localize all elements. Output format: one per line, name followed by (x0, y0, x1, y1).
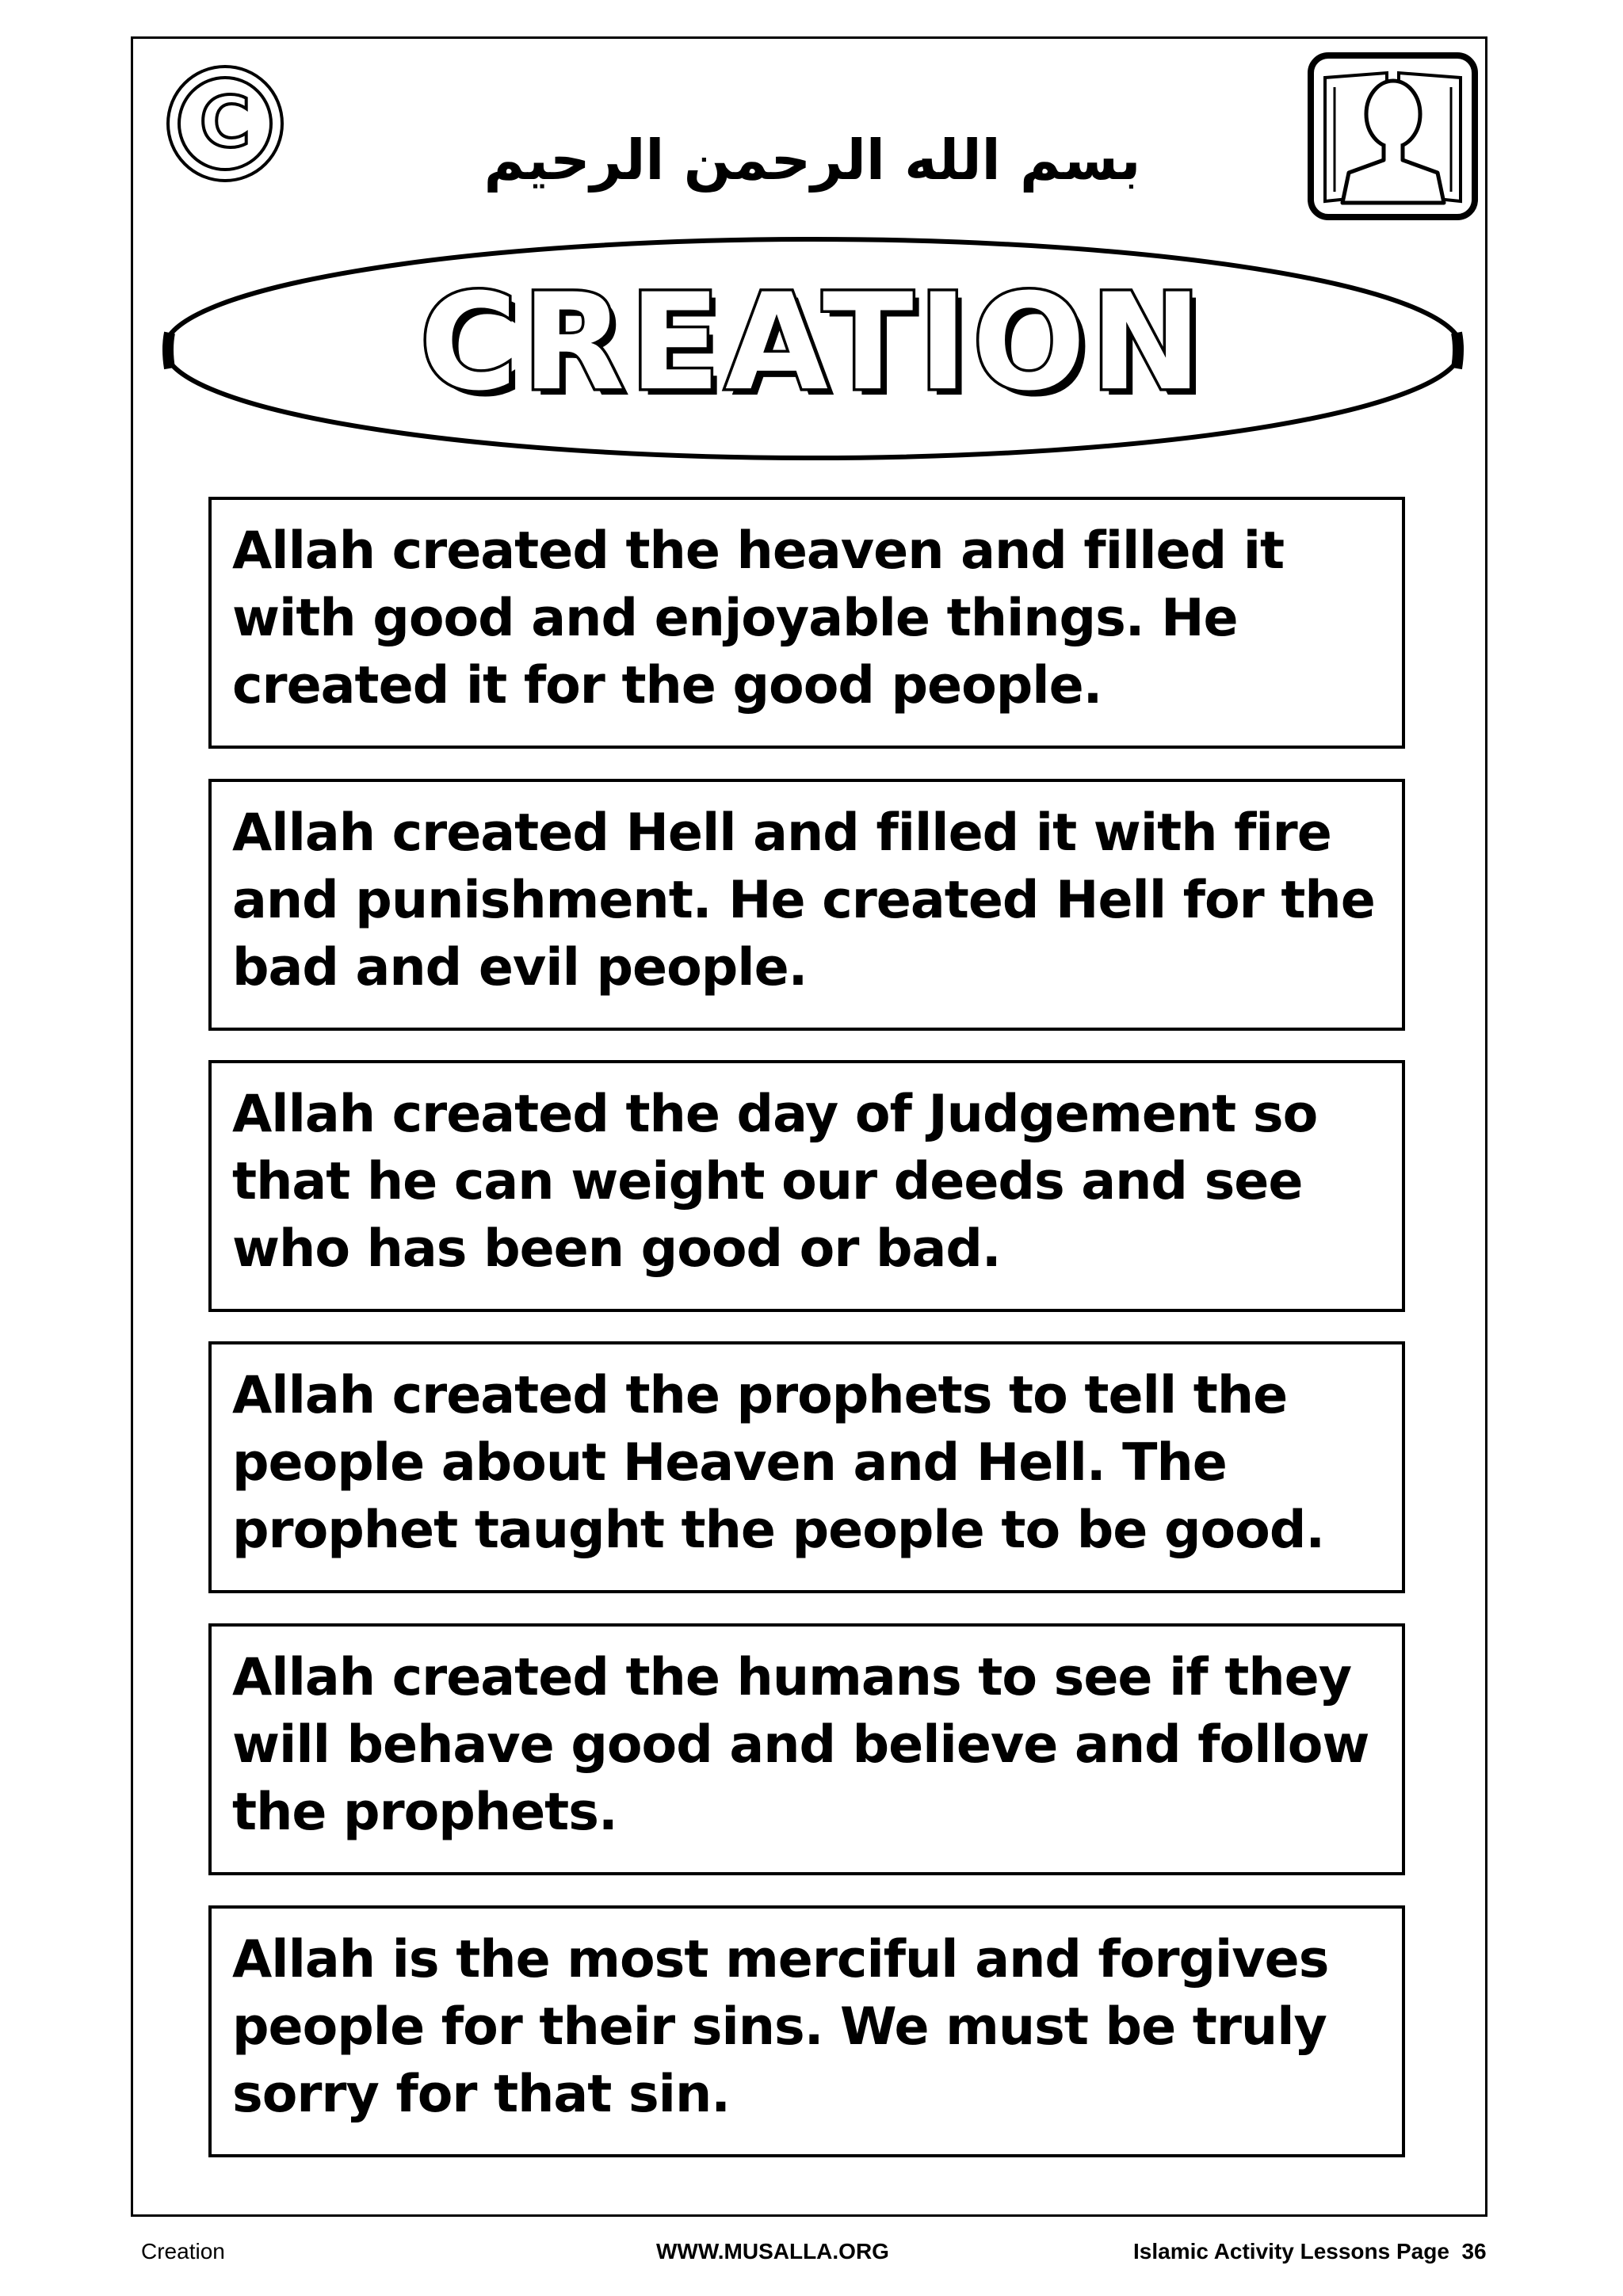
person-book-icon (1308, 52, 1478, 220)
creation-fact-box: Allah created the day of Judgement so that he can weight our deeds and see who has been good or bad. (208, 1060, 1405, 1312)
c-letter-logo-icon (165, 63, 285, 184)
creation-fact-box: Allah created the prophets to tell the people about Heaven and Hell. The prophet taught the people to be good. (208, 1341, 1405, 1593)
footer-topic: Creation (141, 2239, 225, 2264)
creation-fact-box: Allah created the heaven and filled it with good and enjoyable things. He created it for the good people. (208, 497, 1405, 749)
bismillah-text: بسم الله الرحمن الرحيم (483, 128, 1141, 193)
logo-letter: C (199, 82, 251, 163)
footer-page-number: Islamic Activity Lessons Page 36 (1133, 2239, 1487, 2264)
creation-fact-box: Allah created Hell and filled it with fire and punishment. He created Hell for the bad and evil people. (208, 779, 1405, 1031)
creation-fact-box: Allah created the humans to see if they will behave good and believe and follow the prophets. (208, 1623, 1405, 1875)
bismillah-calligraphy (483, 86, 1141, 228)
page-title: CREATION (419, 265, 1207, 421)
creation-fact-box: Allah is the most merciful and forgives people for their sins. We must be truly sorry for that sin. (208, 1905, 1405, 2157)
title-banner (155, 230, 1471, 467)
footer-website: WWW.MUSALLA.ORG (656, 2239, 889, 2264)
